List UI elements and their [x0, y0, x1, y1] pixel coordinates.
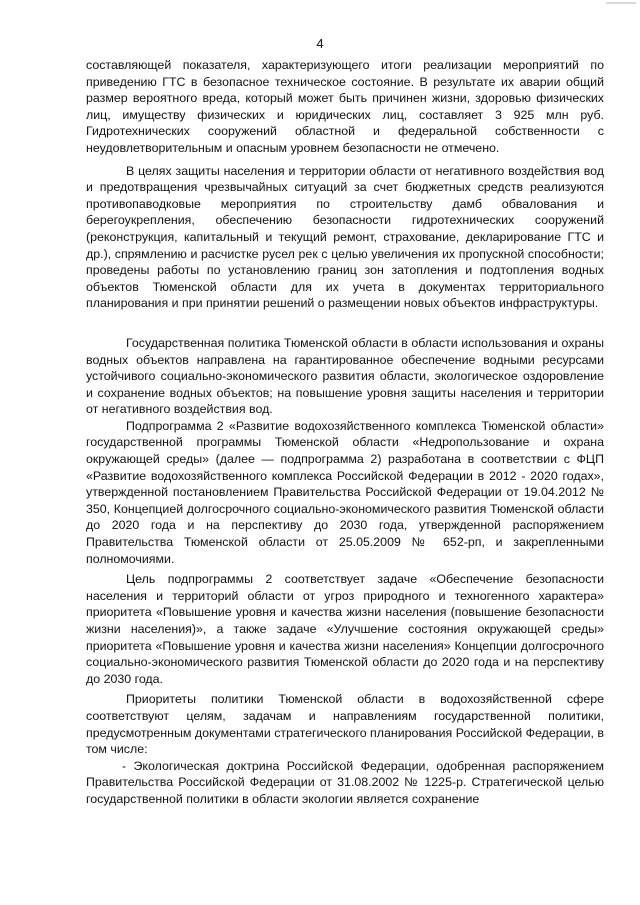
list-item-ecological-doctrine: - Экологическая доктрина Российской Федерации, одобренная распоряжением Правительства Российской Федерации от 31.08.2002 № 1225-р. Стратегической целью государственной политики в области экологии является сохранение	[86, 758, 604, 806]
paragraph-6: Приоритеты политики Тюменской области в водохозяйственной сфере соответствуют целям, задачам и направлениям государственной политики, предусмотренным документами стратегического планирования Российской Федерации, в том числе:	[86, 692, 604, 757]
page-number: 4	[316, 36, 324, 51]
paragraph-4: Подпрограмма 2 «Развитие водохозяйственного комплекса Тюменской области» государственной программы Тюменской области «Недропользование и охрана окружающей среды» (далее — подпрограмма 2) разработана в соответствии с ФЦП «Развитие водохозяйственного комплекса Российской Федерации в 2012 - 2020 годах», утвержденной постановлением Правительства Российской Федерации от 19.04.2012 № 350, Концепцией долгосрочного социально-экономического развития Тюменской области до 2020 года и на перспективу до 2030 года, утвержденной распоряжением Правительства Тюменской области от 25.05.2009 № 652-рп, и закрепленными полномочиями.	[86, 418, 604, 566]
paragraph-5: Цель подпрограммы 2 соответствует задаче «Обеспечение безопасности населения и территорий области от угроз природного и техногенного характера» приоритета «Повышение уровня и качества жизни населения (повышение безопасности жизни населения)», а также задаче «Улучшение состояния окружающей среды» приоритета «Повышение уровня и качества жизни населения» Концепции долгосрочного социально-экономического развития Тюменской области до 2020 года и на перспективу до 2030 года.	[86, 572, 604, 686]
paragraph-1: составляющей показателя, характеризующего итоги реализации мероприятий по приведению ГТС в безопасное техническое состояние. В результате их аварии общий размер вероятного вреда, который может быть причинен жизни, здоровью физических лиц, имуществу физических и юридических лиц, составляет 3 925 млн руб. Гидротехнических сооружений областной и федеральной собственности с неудовлетворительным и опасным уровнем безопасности не отмечено.	[86, 58, 604, 155]
paragraph-3: Государственная политика Тюменской области в области использования и охраны водных объектов направлена на гарантированное обеспечение водными ресурсами устойчивого социально-экономического развития области, экологическое оздоровление и сохранение водных объектов; на повышение уровня защиты населения и территории от негативного воздействия вод.	[86, 335, 604, 417]
scan-mark	[606, 2, 636, 4]
paragraph-2: В целях защиты населения и территории области от негативного воздействия вод и предотвращения чрезвычайных ситуаций за счет бюджетных средств реализуются противопаводковые мероприятия по строительству дамб обвалования и берегоукрепления, обеспечению безопасности гидротехнических сооружений (реконструкция, капитальный и текущий ремонт, страхование, декларирование ГТС и др.), спрямлению и расчистке русел рек с целью увеличения их пропускной способности; проведены работы по установлению границ зон затопления и подтопления водных объектов Тюменской области для их учета в документах территориального планирования и при принятии решений о размещении новых объектов инфраструктуры.	[86, 163, 604, 311]
document-body	[86, 57, 604, 808]
